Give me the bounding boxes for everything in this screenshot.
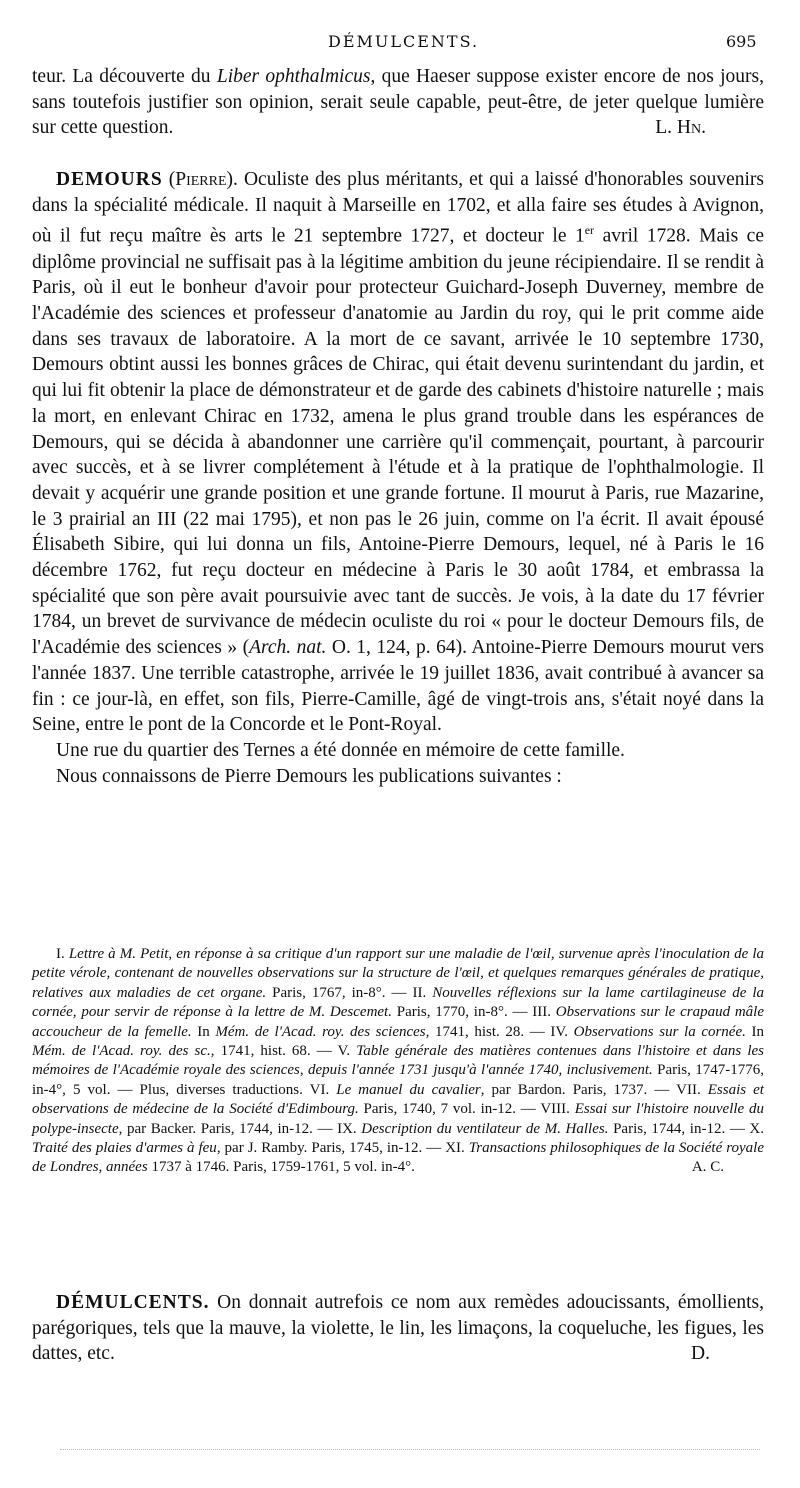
publication-journal: Mém. de l'Acad. roy. des sciences bbox=[215, 1023, 426, 1040]
archive-reference: Arch. nat. bbox=[249, 637, 327, 659]
publication-number: I. bbox=[56, 946, 69, 962]
publication-title: Le manuel du cavalier bbox=[336, 1081, 481, 1098]
publication-imprint: Paris, 1744, in-12. — X. bbox=[608, 1120, 765, 1137]
continuation-signature: L. Hn. bbox=[655, 117, 706, 139]
entry-body: On donnait autrefois ce nom aux remèdes adoucissants, émollients, parégoriques, tels que la mauve, la violette, le lin, les limaçons, la coqueluche, les figues, les dattes, etc. bbox=[32, 1292, 764, 1365]
entry-forename: (Pierre). bbox=[168, 169, 238, 190]
publication-imprint: , 1741, hist. 68. — V. bbox=[210, 1043, 357, 1060]
publication-imprint: , par J. Ramby. Paris, 1745, in-12. — XI. bbox=[216, 1140, 469, 1157]
publication-imprint: Paris, 1740, 7 vol. in-12. — VIII. bbox=[358, 1101, 575, 1118]
entry-demours bbox=[32, 167, 764, 789]
entry-signature: D. bbox=[691, 1343, 710, 1365]
publication-imprint: Paris, 1747-1776, in-4°, 5 vol. — Plus, diverses traductions. VI. bbox=[32, 1062, 764, 1098]
continuation-paragraph bbox=[32, 64, 764, 141]
page-number: 695 bbox=[726, 32, 757, 51]
ordinal-superscript: er bbox=[584, 223, 595, 238]
publication-title: Observations sur le crapaud mâle accoucheur de la femelle. bbox=[32, 1004, 764, 1040]
publications-signature: A. C. bbox=[691, 1159, 724, 1176]
publication-title: Transactions philosophiques de la Société royale de Londres, années bbox=[32, 1140, 764, 1176]
publication-imprint: , 1741, hist. 28. — IV. bbox=[425, 1023, 574, 1040]
entry-demulcents bbox=[32, 1290, 764, 1367]
publication-imprint: , par Bardon. Paris, 1737. — VII. bbox=[480, 1081, 708, 1098]
entry-body-1: Oculiste des plus méritants, et qui a laissé d'honorables souvenirs dans la spécialité médicale. Il naquit à Marseille en 1702, et alla faire ses études à Avignon, où il fut reçu maître ès arts le 21 septembre 1727, et docteur le 1 bbox=[32, 169, 765, 247]
publication-journal: Mém. de l'Acad. roy. des sc. bbox=[32, 1043, 211, 1060]
entry-lemma-demours: DEMOURS bbox=[56, 169, 163, 190]
publication-imprint: Paris, 1770, in-8°. — III. bbox=[391, 1004, 556, 1021]
entry-paragraph-street: Une rue du quartier des Ternes a été donnée en mémoire de cette famille. bbox=[56, 739, 625, 761]
publication-title: Table générale des matières contenues dans l'histoire et dans les mémoires de l'Académie royale des sciences, depuis l'année 1731 jusqu'à l'année 1740, inclusivement. bbox=[32, 1043, 764, 1079]
page-bottom-rule bbox=[60, 1449, 760, 1452]
publication-title: Traité des plaies d'armes à feu bbox=[32, 1140, 217, 1157]
publication-imprint: Paris, 1767, in-8°. — II. bbox=[266, 984, 433, 1001]
publications-list bbox=[32, 945, 764, 1178]
publication-imprint: , par Backer. Paris, 1744, in-12. — IX. bbox=[118, 1120, 362, 1137]
entry-lemma-demulcents: DÉMULCENTS. bbox=[56, 1292, 210, 1313]
entry-paragraph-publications-intro: Nous connaissons de Pierre Demours les publications suivantes : bbox=[56, 765, 562, 787]
publication-title: Lettre à M. Petit, en réponse à sa critique d'un rapport sur une maladie de l'œil, survenue après l'inoculation de la petite vérole, contenant de nouvelles observations sur la structure de l'œil, et quelques remarques générales de pratique, relatives aux maladies de cet organe. bbox=[32, 946, 764, 1001]
publication-imprint: 1737 à 1746. Paris, 1759-1761, 5 vol. in-4°. bbox=[147, 1159, 415, 1176]
publication-in: In bbox=[191, 1023, 216, 1040]
continuation-text-2: , que Haeser suppose exister encore de nos jours, sans toutefois justifier son opinion, serait seule capable, peut-être, de jeter quelque lumière sur cette question. bbox=[32, 66, 764, 139]
publication-title: Nouvelles réflexions sur la lame cartilagineuse de la cornée, pour servir de réponse à la lettre de M. Descemet. bbox=[32, 984, 765, 1021]
publication-title: Observations sur la cornée. bbox=[573, 1023, 746, 1040]
archive-reference-rest: O. 1, 124, p. 64 bbox=[326, 637, 456, 659]
publication-title: Essai sur l'histoire nouvelle du polype-insecte bbox=[32, 1101, 764, 1137]
entry-body-2: avril 1728. Mais ce diplôme provincial ne suffisait pas à la légitime ambition du jeune récipiendaire. Il se rendit à Paris, où il eut le bonheur d'avoir pour protecteur Guichard-Joseph Duverney, membre de l'Académie des sciences et professeur d'anatomie au Jardin du roy, qui le prit comme aide dans ses travaux de laboratoire. A la mort de ce savant, arrivée le 10 septembre 1730, Demours obtint aussi les bonnes grâces de Chirac, qui était devenu surintendant du jardin, et qui lui fit obtenir la place de démonstrateur et de garde des cabinets d'histoire naturelle ; mais la mort, en enlevant Chirac en 1732, amena le plus grand trouble dans les espérances de Demours, qui se décida à abandonner une carrière qu'il commençait, pourtant, à parcourir avec succès, et à se livrer complétement à l'étude et à la pratique de l'ophthalmologie. Il devait y acquérir une grande position et une grande fortune. Il mourut à Paris, rue Mazarine, le 3 prairial an III (22 mai 1795), et non pas le 26 juin, comme on l'a écrit. Il avait épousé Élisabeth Sibire, qui lui donna un fils, Antoine-Pierre Demours, lequel, né à Paris le 16 décembre 1762, fut reçu docteur en médecine à Paris le 30 août 1784, et embrassa la spécialité que son père avait poursuivie avec tant de succès. Je vois, à la date du 17 février 1784, un brevet de survivance de médecin oculiste du roi « pour le docteur Demours fils, de l'Académie des sciences » ( bbox=[32, 225, 764, 659]
publication-title: Description du ventilateur de M. Halles. bbox=[361, 1120, 609, 1137]
publication-title: Essais et observations de médecine de la Société d'Edimbourg. bbox=[32, 1081, 764, 1118]
entry-body-3: ). Antoine-Pierre Demours mourut vers l'année 1837. Une terrible catastrophe, arrivée le 19 juillet 1836, avait contribué à avancer sa fin : ce jour-là, en effet, son fils, Pierre-Camille, âgé de vingt-trois ans, s'était noyé dans la Seine, entre le pont de la Concorde et le Pont-Royal. bbox=[32, 637, 764, 736]
continuation-work-title: Liber ophthalmicus bbox=[216, 66, 371, 87]
continuation-text: teur. La découverte du bbox=[32, 66, 217, 87]
running-header-title: DÉMULCENTS. bbox=[328, 32, 480, 51]
publication-in: In bbox=[745, 1023, 764, 1040]
